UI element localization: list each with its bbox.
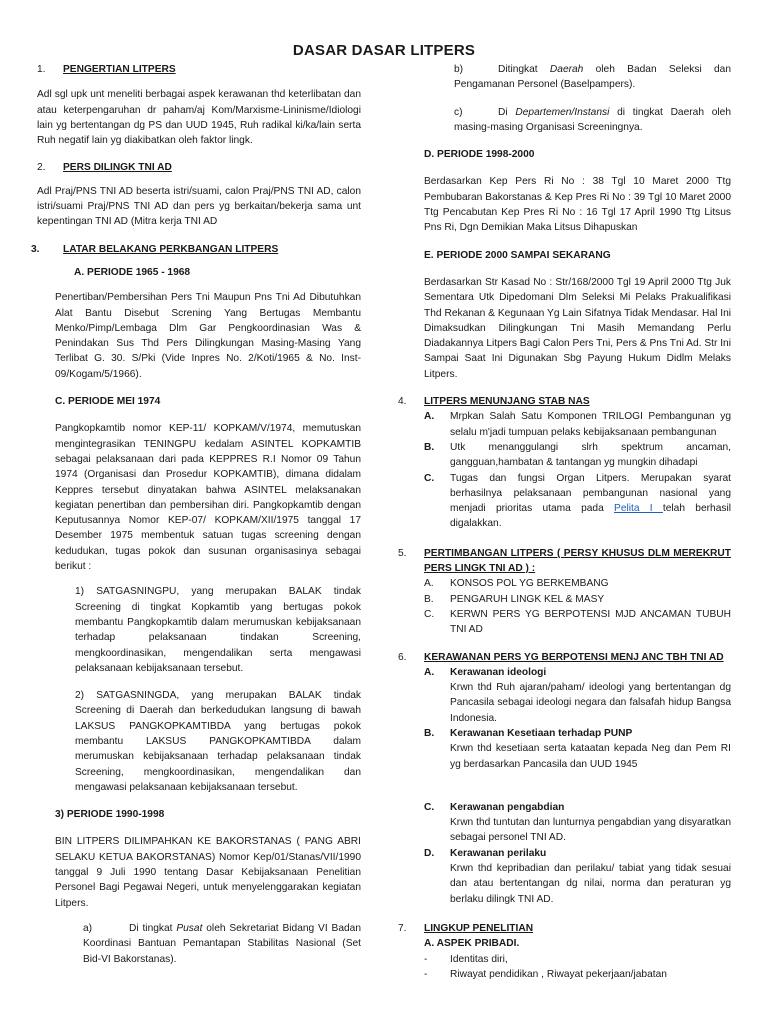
period-e-heading: E. PERIODE 2000 SAMPAI SEKARANG [424, 249, 611, 261]
section-title: PENGERTIAN LITPERS [63, 64, 176, 75]
pelita-link[interactable]: Pelita I [614, 503, 663, 515]
section-title: LINGKUP PENELITIAN [424, 922, 534, 934]
section-5-item-a: A. KONSOS POL YG BERKEMBANG [424, 578, 609, 590]
section-1-body: Adl sgl upk unt meneliti berbagai aspek kerawanan thd keterlibatan dan atau keterpengaruhan dr paham/aj Kom/Marxisme-Lininisme/Idiologi lain yg bertentangan dg PS dan UUD 1945, Ruh radikal ki/ka/lain serta Ruh negatif lain yg diakibatkan oleh faktor lingk. [37, 89, 361, 147]
section-title: PERTIMBANGAN LITPERS ( PERSY KHUSUS DLM MEREKRUT PERS LINGK TNI AD ) : [424, 547, 731, 575]
section-4-item-a: A. Mrpkan Salah Satu Komponen TRILOGI Pembangunan yg selalu m'jadi tumpuan pelaks kebijaksanaan pembangunan [424, 411, 731, 438]
section-6-item-a: A. Kerawanan ideologi Krwn thd Ruh ajaran/paham/ ideologi yang bertentangan dg Pancasila sebagai ideologi negara dan falsafah hidup Bangsa Indonesia. [424, 666, 731, 724]
period-a-heading: A. PERIODE 1965 - 1968 [74, 266, 191, 278]
period-d-body: Berdasarkan Kep Pers Ri No : 38 Tgl 10 Maret 2000 Ttg Pembubaran Bakorstanas & Kep Pres Ri No : 39 Tgl 10 Maret 2000 Ttg Pencabutan Kep Pres Ri No : 16 Tgl 17 April 1990 Ttg Litsus Pns Ri, Dgn Demikian Maka Litsus Dihapuskan [424, 176, 731, 234]
section-1-heading [37, 62, 361, 77]
right-column [398, 62, 731, 982]
aspect-heading: A. ASPEK PRIBADI. [424, 938, 520, 950]
period-c-item-1: 1) SATGASNINGPU, yang merupakan BALAK tindak Screening di tingkat Kopkamtib yang bertugas pokok membantu Pangkopkamtib dalam merumuskan kebijaksanaan terhadap pelaksanaan tindakan Screening, mengkoordinasikan, mengendalikan serta mengawasi pelaksanaan kebijaksanaan tersebut. [75, 586, 361, 674]
section-number: 1. [37, 64, 46, 75]
section-title: PERS DILINGK TNI AD [63, 162, 172, 174]
section-number: 2. [37, 162, 46, 174]
item-label: a) [83, 922, 93, 934]
period-3-body: BIN LITPERS DILIMPAHKAN KE BAKORSTANAS ( PANG ABRI SELAKU KETUA BAKORSTANAS) Nomor Kep/01/Stanas/VII/1990 tanggal 9 Juli 1990 tentang Dasar Kebijaksanaan Penelitian Personel Bagi Pegawai Negeri, untuk menyelenggarakan kegiatan Litpers. [55, 836, 361, 909]
item-label: c) [454, 106, 463, 118]
section-2-heading [37, 160, 361, 175]
section-5-item-b: B. PENGARUH LINGK KEL & MASY [424, 593, 605, 605]
section-5-item-c: C. KERWN PERS YG BERPOTENSI MJD ANCAMAN TUBUH TNI AD [424, 608, 731, 636]
section-4-item-c: C. Tugas dan fungsi Organ Litpers. Merupakan syarat berhasilnya pelaksanaan pembangunan nasional yang menjadi prioritas utama pada Pelita I telah berhasil digalakkan. [424, 472, 731, 530]
section-3-heading [31, 242, 361, 257]
period-d-heading: D. PERIODE 1998-2000 [424, 149, 535, 161]
period-3-heading: 3) PERIODE 1990-1998 [55, 809, 165, 821]
period-a-body: Penertiban/Pembersihan Pers Tni Maupun Pns Tni Ad Dibutuhkan Alat Bantu Disebut Screning Yang Bertugas Membantu Menko/Pimp/Lembaga Dlm Gar Pengkoordinasian Was & Penindakan Sus Thd Pers Dilingkungan Masing-Masing Yang Terlibat G. 30. S/Pki (Vide Inpres No. 2/Koti/1965 & No. Inst-09/Kogam/5/1966). [55, 292, 361, 380]
section-7-heading [398, 921, 731, 936]
section-6-item-b: B. Kerawanan Kesetiaan terhadap PUNP Krwn thd kesetiaan serta kataatan kepada Neg dan Pem RI yg berdasarkan Pancasila dan UUD 1945 [424, 727, 731, 770]
section-number: 3. [31, 243, 40, 255]
period-e-body: Berdasarkan Str Kasad No : Str/168/2000 Tgl 19 April 2000 Ttg Juk Sementara Utk Dipedomani Dlm Seleksi Mi Pelaks Prakualifikasi Thd Rekanan & Kegunaan Yg Lain Sifatnya Tidak Mendasar. Hal Ini Dimaksudkan Dilingkungan Tni Masih Memandang Perlu Diadakannya Litpers Bagi Calon Pers Tni, Pers & Pns Tni Ad. Str Ini Sampai Saat Ini Digunakan Sbg Payung Hukum Didlm Melaks Litpers. [424, 276, 731, 380]
section-number: 7. [398, 922, 407, 934]
period-3-item-c: c) Di Departemen/Instansi di tingkat Daerah oleh masing-masing Organisasi Screeningnya. [454, 106, 731, 133]
section-4-heading [398, 394, 731, 409]
section-number: 4. [398, 396, 407, 408]
item-label: b) [454, 64, 464, 75]
aspect-bullet: - Riwayat pendidikan , Riwayat pekerjaan/jabatan [424, 968, 667, 980]
period-c-body: Pangkopkamtib nomor KEP-11/ KOPKAM/V/1974, memutuskan mengintegrasikan TENINGPU kedalam ASINTEL KOPKAMTIB sebagai pelaksanaan dari pada KEPPRES R.I Nomor 09 Tahun 1974 (Organisasi dan Prosedur KOPKAMTIB), dimana didalam Keppres tersebut dinyatakan bahwa ASINTEL melaksanakan kegiatan penertiban dan pembersihan diri. Pangkopkamtib dengan Keputusannya Nomor KEP-07/ KOPKAM/XII/1975 tanggal 17 Desember 1975 membentuk satuan tugas screening dengan kedudukan, tugas pokok dan susunan organisasinya sebagai berikut : [55, 423, 361, 573]
period-3-item-a: a) Di tingkat Pusat oleh Sekretariat Bidang VI Badan Koordinasi Bantuan Pemantapan Stabilitas Nasional (Set Bid-VI Bakorstanas). [83, 922, 361, 965]
section-number: 6. [398, 651, 407, 663]
section-title: KERAWANAN PERS YG BERPOTENSI MENJ ANC TBH TNI AD [424, 651, 724, 663]
section-title: LITPERS MENUNJANG STAB NAS [424, 396, 590, 408]
section-number: 5. [398, 547, 407, 559]
section-6-heading [398, 650, 731, 665]
period-3-item-b: b) Ditingkat Daerah oleh Badan Seleksi dan Pengamanan Personel (Baselpampers). [454, 64, 731, 91]
period-c-heading: C. PERIODE MEI 1974 [55, 396, 161, 408]
period-c-item-2: 2) SATGASNINGDA, yang merupakan BALAK tindak Screening di Daerah dan berkedudukan langsung di bawah LAKSUS PANGKOPKAMTIBDA yang bertugas pokok membantu LAKSUS PANGKOPKAMTIBDA dalam merumuskan kebijaksanaan terhadap pelaksanaan tindak Screening, mengkoordinasikan, mengendalikan dan mengawasi pelaksanaan kebijaksanaan tersebut. [75, 690, 361, 793]
section-2-body: Adl Praj/PNS TNI AD beserta istri/suami, calon Praj/PNS TNI AD, calon istri/suami Praj/PNS TNI AD dan pers yg berkaitan/bekerja sama unt kepentingan TNI AD (Mitra kerja TNI AD [37, 185, 361, 228]
section-6-item-c: C. Kerawanan pengabdian Krwn thd tuntutan dan lunturnya pengabdian yang disyaratkan sebagai personel TNI AD. [424, 801, 731, 844]
document-title: DASAR DASAR LITPERS [292, 42, 476, 59]
section-title: LATAR BELAKANG PERKBANGAN LITPERS [63, 243, 279, 255]
section-5-heading [398, 546, 731, 577]
left-column [31, 62, 361, 967]
section-6-item-d: D. Kerawanan perilaku Krwn thd kepribadian dan perilaku/ tabiat yang tidak sesuai dan atau bertentangan dg nilai, norma dan peraturan yg berlaku dilingk TNI AD. [424, 847, 731, 905]
aspect-bullet: - Identitas diri, [424, 953, 508, 965]
section-4-item-b: B. Utk menanggulangi slrh spektrum ancaman, gangguan,hambatan & tantangan yg mungkin dihadapi [424, 441, 731, 469]
